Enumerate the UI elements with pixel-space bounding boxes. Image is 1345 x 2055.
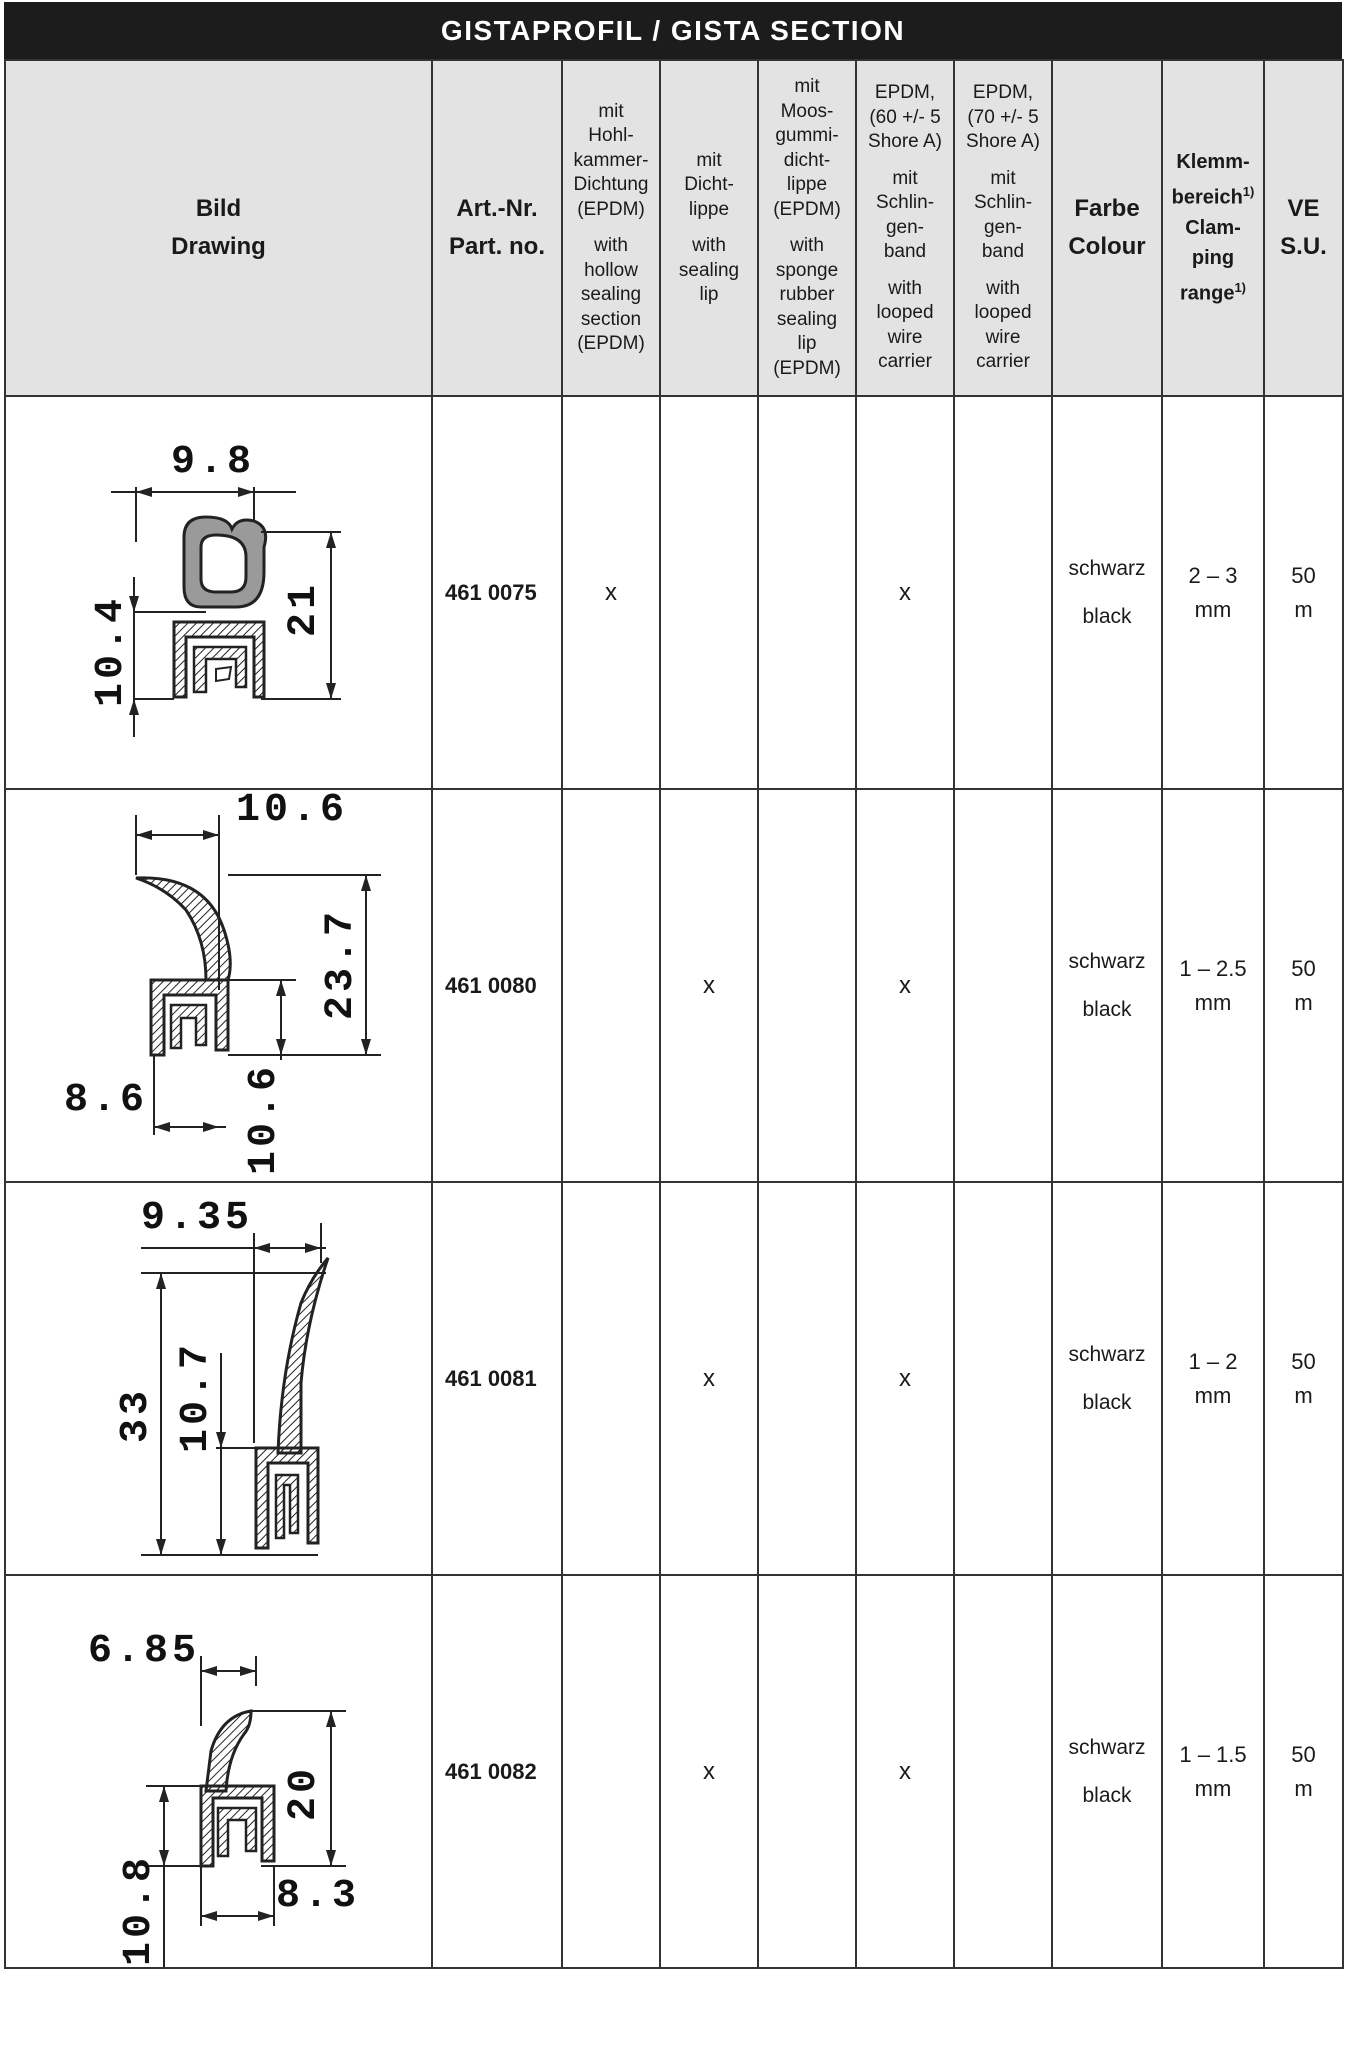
header-hollow-seal: mit Hohl- kammer- Dichtung (EPDM) with hollow sealing section (EPDM) — [562, 60, 660, 396]
epdm60-mark: x — [856, 1575, 954, 1968]
epdm70-mark — [954, 1575, 1052, 1968]
clamping-range-cell: 1 – 2 mm — [1162, 1182, 1264, 1575]
clamping-range-cell: 2 – 3 mm — [1162, 396, 1264, 789]
epdm70-mark — [954, 396, 1052, 789]
dim-label: 10.7 — [174, 1340, 219, 1453]
header-sponge-lip: mit Moos- gummi- dicht- lippe (EPDM) with sponge rubber sealing lip (EPDM) — [758, 60, 856, 396]
table-row — [5, 1575, 1343, 1968]
product-table — [4, 59, 1344, 1969]
section-drawing-0075 — [6, 397, 432, 788]
dim-label: 10.6 — [236, 790, 349, 833]
lip-mark — [660, 396, 758, 789]
lip-mark: x — [660, 1575, 758, 1968]
epdm60-mark: x — [856, 396, 954, 789]
clamping-range-cell: 1 – 2.5 mm — [1162, 789, 1264, 1182]
sponge-mark — [758, 396, 856, 789]
colour-cell: schwarz black — [1052, 1182, 1162, 1575]
section-drawing-0081 — [6, 1183, 432, 1574]
dim-label: 9.8 — [171, 440, 256, 485]
sponge-mark — [758, 789, 856, 1182]
part-number: 461 0080 — [432, 789, 562, 1182]
ve-cell: 50 m — [1264, 396, 1343, 789]
section-drawing-0080 — [6, 790, 432, 1181]
ve-cell: 50 m — [1264, 789, 1343, 1182]
table-title: GISTAPROFIL / GISTA SECTION — [4, 2, 1342, 59]
hollow-mark — [562, 1182, 660, 1575]
lip-mark: x — [660, 789, 758, 1182]
ve-cell: 50 m — [1264, 1575, 1343, 1968]
header-epdm-60: EPDM, (60 +/- 5 Shore A) mit Schlin- gen- band with looped wire carrier — [856, 60, 954, 396]
dim-label: 20 — [282, 1764, 327, 1821]
ve-cell: 50 m — [1264, 1182, 1343, 1575]
header-epdm-70: EPDM, (70 +/- 5 Shore A) mit Schlin- gen- band with looped wire carrier — [954, 60, 1052, 396]
section-drawing-0082 — [6, 1576, 432, 1968]
dim-label: 6.85 — [88, 1629, 201, 1674]
profile-drawing — [5, 1182, 432, 1575]
header-colour: Farbe Colour — [1052, 60, 1162, 396]
part-number: 461 0082 — [432, 1575, 562, 1968]
colour-cell: schwarz black — [1052, 396, 1162, 789]
header-clamping-range: Klemm- bereich$^{1)}$ Clam- ping range$^{1)}$ — [1162, 60, 1264, 396]
dim-label: 10.8 — [117, 1853, 162, 1966]
epdm60-mark: x — [856, 1182, 954, 1575]
dim-label: 21 — [282, 580, 327, 637]
dim-label: 9.35 — [141, 1196, 254, 1241]
epdm70-mark — [954, 789, 1052, 1182]
sponge-mark — [758, 1575, 856, 1968]
profile-drawing — [5, 789, 432, 1182]
colour-cell: schwarz black — [1052, 1575, 1162, 1968]
header-sealing-lip: mit Dicht- lippe with sealing lip — [660, 60, 758, 396]
epdm70-mark — [954, 1182, 1052, 1575]
header-part-no: Art.-Nr. Part. no. — [432, 60, 562, 396]
sponge-mark — [758, 1182, 856, 1575]
part-number: 461 0081 — [432, 1182, 562, 1575]
table-row — [5, 1182, 1343, 1575]
table-row — [5, 396, 1343, 789]
dim-label: 10.4 — [89, 594, 134, 707]
dim-label: 10.6 — [242, 1062, 287, 1175]
hollow-mark — [562, 789, 660, 1182]
dim-label: 23.7 — [319, 907, 364, 1020]
dim-label: 8.6 — [64, 1078, 149, 1123]
product-sheet — [2, 2, 1342, 2052]
part-number: 461 0075 — [432, 396, 562, 789]
profile-drawing — [5, 396, 432, 789]
header-drawing: Bild Drawing — [5, 60, 432, 396]
header-ve: VE S.U. — [1264, 60, 1343, 396]
epdm60-mark: x — [856, 789, 954, 1182]
hollow-mark — [562, 1575, 660, 1968]
clamping-range-cell: 1 – 1.5 mm — [1162, 1575, 1264, 1968]
hollow-mark: x — [562, 396, 660, 789]
dim-label: 8.3 — [276, 1874, 361, 1919]
dim-label: 33 — [114, 1386, 159, 1443]
lip-mark: x — [660, 1182, 758, 1575]
header-row — [5, 60, 1343, 396]
profile-drawing — [5, 1575, 432, 1968]
colour-cell: schwarz black — [1052, 789, 1162, 1182]
table-row — [5, 789, 1343, 1182]
